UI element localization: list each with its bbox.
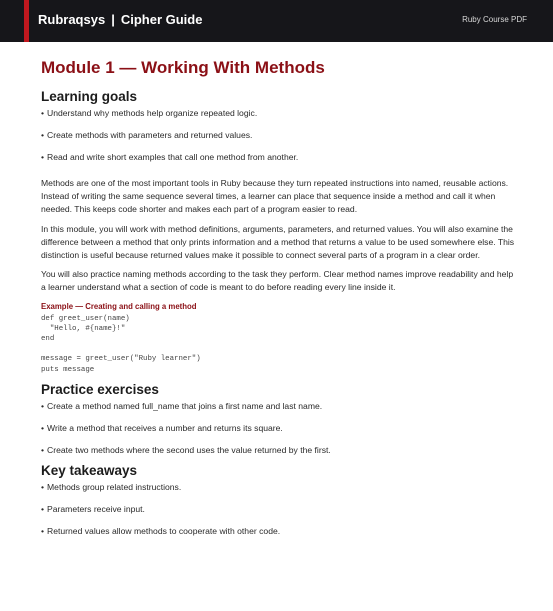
list-item: • Methods group related instructions. (41, 481, 182, 492)
brand-name: Rubraqsys (38, 12, 106, 27)
list-item: • Read and write short examples that call one method from another. (41, 152, 299, 162)
list-item: • Write a method that receives a number and returns its square. (41, 422, 283, 433)
takeaways-list (41, 482, 517, 537)
list-item: • Returned values allow methods to cooperate with other code. (41, 525, 281, 536)
page-header (0, 0, 553, 42)
practice-heading: Practice exercises (41, 381, 159, 397)
paragraph-intro: Methods are one of the most important tools in Ruby because they turn repeated instructions into named, reusable actions. Instead of writing the same sequence several times, a learner can place that sequence inside a method and call it when needed. This keeps code shorter and makes each part of a program easier to read. (41, 178, 509, 215)
list-item: • Create methods with parameters and returned values. (41, 130, 253, 140)
document-body (41, 58, 517, 537)
example-label: Example — Creating and calling a method (41, 301, 197, 311)
brand-separator: | (111, 12, 115, 27)
header-brand (38, 12, 202, 27)
header-course-label: Ruby Course PDF (462, 15, 527, 24)
guide-name: Cipher Guide (120, 12, 203, 27)
paragraph-naming: You will also practice naming methods according to the task they perform. Clear method names improve readability and help a learner understand what a section of code is meant to do before reading every line inside it. (41, 269, 514, 293)
learning-goals-list (41, 108, 517, 163)
list-item: • Create two methods where the second uses the value returned by the first. (41, 444, 331, 455)
header-accent-bar (24, 0, 29, 42)
learning-goals-heading: Learning goals (41, 89, 138, 104)
list-item: • Parameters receive input. (41, 503, 145, 514)
practice-list (41, 401, 517, 456)
list-item: • Understand why methods help organize repeated logic. (41, 108, 258, 118)
takeaways-heading: Key takeaways (41, 462, 138, 478)
list-item: • Create a method named full_name that joins a first name and last name. (41, 400, 323, 411)
code-example: def greet_user(name) "Hello, #{name}!" end message = greet_user("Ruby learner") puts message (41, 314, 201, 374)
module-title: Module 1 — Working With Methods (41, 58, 325, 77)
paragraph-module: In this module, you will work with method definitions, arguments, parameters, and returned values. You will also examine the difference between a method that only prints information and a method that returns a value to be used somewhere else. This distinction is useful because returned values make it possible to connect several parts of a program in a clear order. (41, 223, 515, 261)
